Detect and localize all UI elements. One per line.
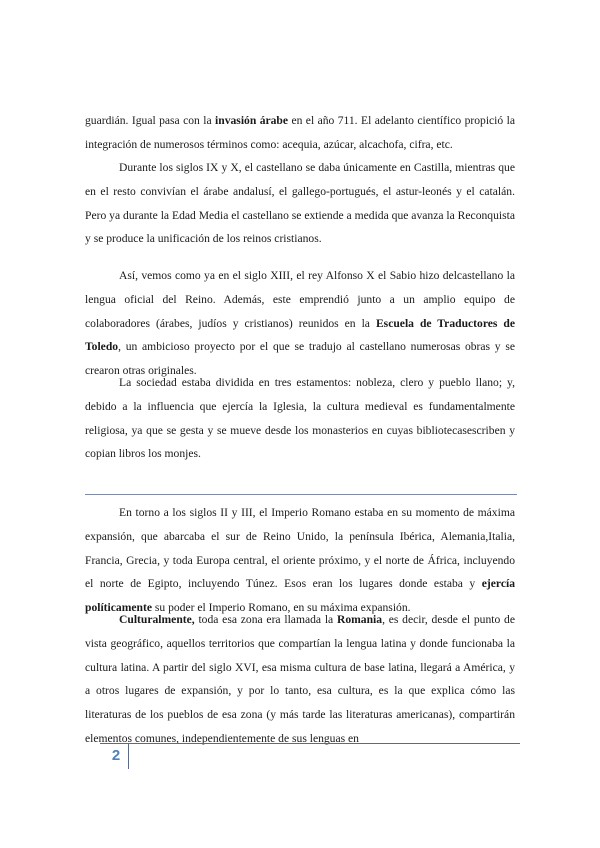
page-number: 2 [111, 747, 121, 764]
bold-text-run: Romania [336, 613, 383, 626]
paragraph-sociedad-medieval [85, 371, 515, 466]
paragraph-imperio-romano [85, 501, 515, 620]
footer-rule [100, 743, 520, 744]
paragraph-siglos-ix-x [85, 156, 515, 251]
bold-text-run: invasión árabe [215, 114, 289, 127]
bold-text-run: ejercía políticamente [85, 577, 515, 615]
bold-text-run: Culturalmente, [119, 613, 195, 626]
text-run: , es decir, desde el punto de vista geográfico, aquellos territorios que compartían la lengua latina y donde funcionaba la cultura latina. A partir del siglo XVI, esa misma cultura de base latina, llegará a América, y a otros lugares de expansión, y por lo tanto, esa cultura, es la que explica cómo las literaturas de los pueblos de esa zona (y más tarde las literaturas americanas), compartirán elementos comunes, independientemente de sus lenguas en [85, 613, 515, 745]
text-run: La sociedad estaba dividida en tres estamentos: nobleza, clero y pueblo llano; y, debido a la influencia que ejercía la Iglesia, la cultura medieval es fundamentalmente religiosa, ya que se gesta y se mueve desde los monasterios en cuyas bibliotecasescriben y copian libros los monjes. [85, 376, 515, 461]
text-run: Así, vemos como ya en el siglo XIII, el rey Alfonso X el Sabio hizo delcastellano la lengua oficial del Reino. Además, este emprendió junto a un amplio equipo de colaboradores (árabes, judíos y cristianos) reunidos en la [85, 269, 515, 330]
text-run: En torno a los siglos II y III, el Imperio Romano estaba en su momento de máxima expansión, que abarcaba el sur de Reino Unido, la península Ibérica, Alemania,Italia, Francia, Grecia, y toda Europa central, el oriente próximo, y el norte de África, incluyendo el norte de Egipto, incluyendo Túnez. Esos eran los lugares donde estaba y [85, 506, 515, 591]
text-run: toda esa zona era llamada la [194, 613, 337, 626]
paragraph-alfonso-x [85, 264, 515, 383]
section-divider [85, 494, 517, 495]
text-run: , un ambicioso proyecto por el que se tradujo al castellano numerosas obras y se crearon otras originales. [85, 340, 515, 378]
paragraph-invasion-arabe [85, 109, 515, 157]
text-run: en el año 711. El adelanto científico propició la integración de numerosos términos como: acequia, azúcar, alcachofa, cifra, etc. [85, 114, 515, 151]
footer-separator [128, 743, 129, 769]
text-run: guardián. Igual pasa con la [85, 114, 216, 127]
bold-text-run: Escuela de Traductores de Toledo [85, 316, 515, 354]
text-run: Durante los siglos IX y X, el castellano se daba únicamente en Castilla, mientras que en el resto convivían el árabe andalusí, el gallego-portugués, el astur-leonés y el catalán. Pero ya durante la Edad Media el castellano se extiende a medida que avanza la Reconquista y se produce la unificación de los reinos cristianos. [85, 161, 515, 246]
text-run: su poder el Imperio Romano, en su máxima expansión. [151, 601, 411, 615]
paragraph-romania [85, 608, 515, 751]
